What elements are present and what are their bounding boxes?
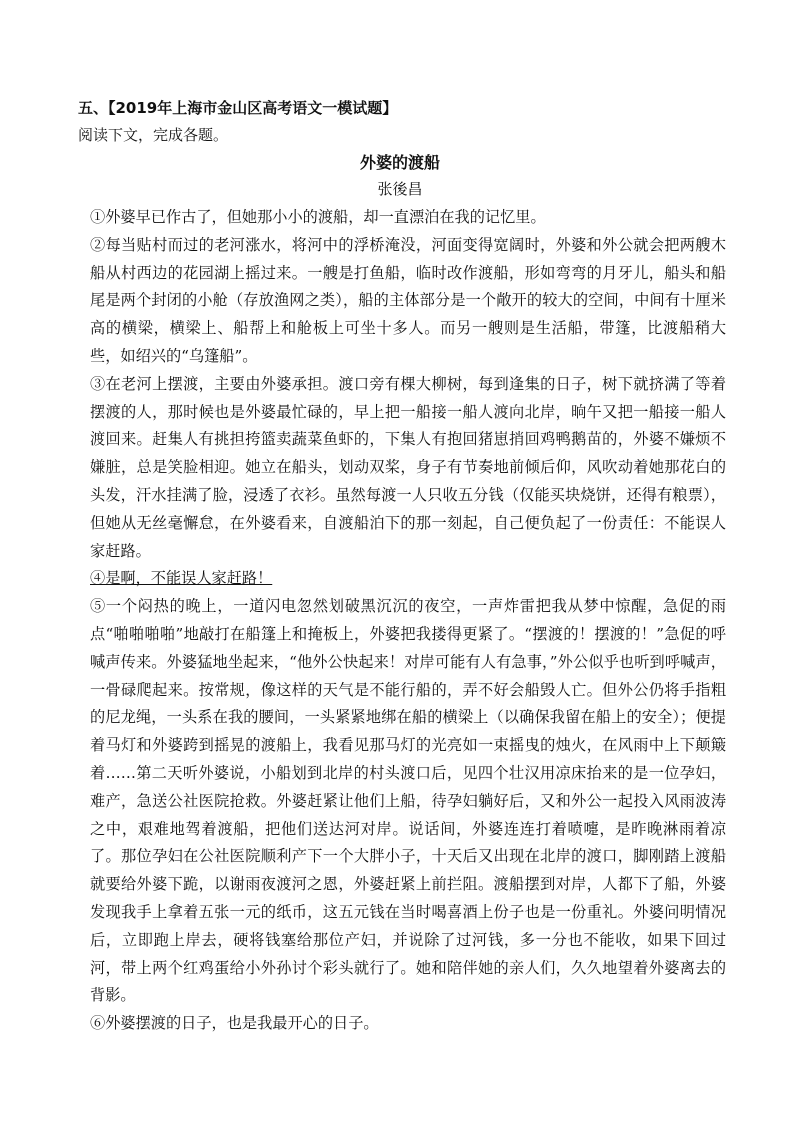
article-title: 外婆的渡船 [359, 153, 440, 172]
paragraph-4 [90, 565, 726, 593]
section-title: 五、【2019年上海市金山区高考语文一模试题】 [78, 99, 398, 117]
paragraph-2: ②每当贴村而过的老河涨水，将河中的浮桥淹没，河面变得宽阔时，外婆和外公就会把两艘木船从村西边的花园湖上摇过来。一艘是打鱼船，临时改作渡船，形如弯弯的月牙儿，船头和船尾是两个封闭的小舱（存放渔网之类），船的主体部分是一个敞开的较大的空间，中间有十厘米高的横梁，横梁上、船帮上和舱板上可坐十多人。而另一艘则是生活船，带篷，比渡船稍大些，如绍兴的“乌篷船”。 [90, 235, 726, 365]
instruction-text: 阅读下文，完成各题。 [78, 126, 229, 144]
paragraph-1: ①外婆早已作古了，但她那小小的渡船，却一直漂泊在我的记忆里。 [90, 208, 546, 226]
paragraph-4-underlined: ④是啊，不能误人家赶路！ [90, 569, 273, 588]
article-author: 张後昌 [377, 180, 423, 198]
article-body [90, 204, 726, 1038]
paragraph-3: ③在老河上摆渡，主要由外婆承担。渡口旁有棵大柳树，每到逢集的日子，树下就挤满了等着摆渡的人，那时候也是外婆最忙碌的，早上把一船接一船人渡向北岸，晌午又把一船接一船人渡回来。赶集人有挑担挎篮卖蔬菜鱼虾的，下集人有抱回猪崽捎回鸡鸭鹅苗的，外婆不嫌烦不嫌脏，总是笑脸相迎。她立在船头，划动双桨，身子有节奏地前倾后仰，风吹动着她那花白的头发，汗水挂满了脸，浸透了衣衫。虽然每渡一人只收五分钱（仅能买块烧饼，还得有粮票），但她从无丝毫懈怠，在外婆看来，自渡船泊下的那一刻起，自己便负起了一份责任：不能误人家赶路。 [90, 374, 726, 560]
paragraph-6: ⑥外婆摆渡的日子，也是我最开心的日子。 [90, 1014, 379, 1033]
paragraph-5: ⑤一个闷热的晚上，一道闪电忽然划破黑沉沉的夜空，一声炸雷把我从梦中惊醒，急促的雨点“啪啪啪啪”地敲打在船篷上和掩板上，外婆把我搂得更紧了。“摆渡的！摆渡的！”急促的呼喊声传来。外婆猛地坐起来，“他外公快起来！对岸可能有人有急事，”外公似乎也听到呼喊声，一骨碌爬起来。按常规，像这样的天气是不能行船的，弄不好会船毁人亡。但外公仍将手指粗的尼龙绳，一头系在我的腰间，一头紧紧地绑在船的横梁上（以确保我留在船上的安全）；便提着马灯和外婆跨到摇晃的渡船上，我看见那马灯的光亮如一束摇曳的烛火，在风雨中上下颠簸着……第二天听外婆说，小船划到北岸的村头渡口后，见四个壮汉用凉床抬来的是一位孕妇，难产，急送公社医院抢救。外婆赶紧让他们上船，待孕妇躺好后，又和外公一起投入风雨波涛之中，艰难地驾着渡船，把他们送达河对岸。说话间，外婆连连打着喷嚏，是昨晚淋雨着凉了。那位孕妇在公社医院顺利产下一个大胖小子，十天后又出现在北岸的渡口，脚刚踏上渡船就要给外婆下跪，以谢雨夜渡河之恩，外婆赶紧上前拦阻。渡船摆到对岸，人都下了船，外婆发现我手上拿着五张一元的纸币，这五元钱在当时喝喜酒上份子也是一份重礼。外婆问明情况后，立即跑上岸去，硬将钱塞给那位产妇，并说除了过河钱，多一分也不能收，如果下回过河，带上两个红鸡蛋给小外孙讨个彩头就行了。她和陪伴她的亲人们，久久地望着外婆离去的背影。 [90, 597, 726, 1005]
